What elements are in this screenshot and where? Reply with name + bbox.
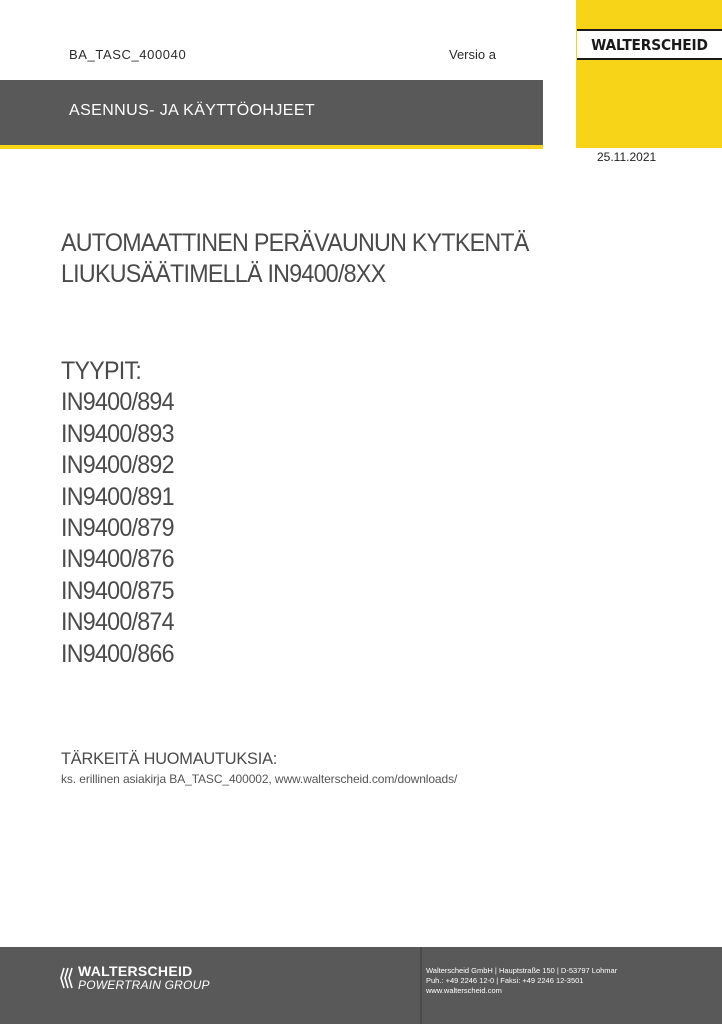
type-item: IN9400/894 (61, 388, 174, 417)
document-code: BA_TASC_400040 (69, 47, 187, 62)
important-notes-text: ks. erillinen asiakirja BA_TASC_400002, www.walterscheid.com/downloads/ (61, 772, 458, 786)
company-logo-text: WALTERSCHEID (591, 35, 708, 54)
main-title-line-1: AUTOMAATTINEN PERÄVAUNUN KYTKENTÄ (61, 229, 529, 257)
walterscheid-mark-icon (60, 966, 74, 990)
footer-brand-sub: POWERTRAIN GROUP (78, 978, 210, 992)
footer-contact-website: www.walterscheid.com (426, 986, 502, 995)
type-item: IN9400/875 (61, 576, 174, 605)
brand-color-block (576, 0, 722, 148)
type-item: IN9400/879 (61, 514, 174, 543)
footer-contact (426, 966, 617, 996)
document-version: Versio a (449, 47, 496, 62)
footer-logo (60, 964, 210, 992)
footer-divider (420, 947, 422, 1024)
document-date: 25.11.2021 (597, 150, 657, 164)
type-item: IN9400/893 (61, 419, 174, 448)
document-type-title: ASENNUS- JA KÄYTTÖOHJEET (69, 102, 316, 119)
types-list (61, 356, 182, 670)
main-title-line-2: LIUKUSÄÄTIMELLÄ IN9400/8XX (61, 260, 386, 288)
type-item: IN9400/892 (61, 451, 174, 480)
footer-logo-text (78, 964, 210, 992)
type-item: IN9400/876 (61, 545, 174, 574)
footer-contact-phone: Puh.: +49 2246 12-0 | Faksi: +49 2246 12-3501 (426, 976, 584, 985)
type-item: IN9400/891 (61, 482, 174, 511)
company-logo (577, 29, 722, 60)
title-band-accent-line (0, 145, 543, 149)
footer-contact-address: Walterscheid GmbH | Hauptstraße 150 | D-53797 Lohmar (426, 966, 618, 975)
type-item: IN9400/866 (61, 639, 174, 668)
types-heading: TYYPIT: (61, 357, 142, 385)
footer-brand: WALTERSCHEID (78, 963, 193, 979)
type-item: IN9400/874 (61, 608, 174, 637)
important-notes-heading: TÄRKEITÄ HUOMAUTUKSIA: (61, 749, 278, 768)
